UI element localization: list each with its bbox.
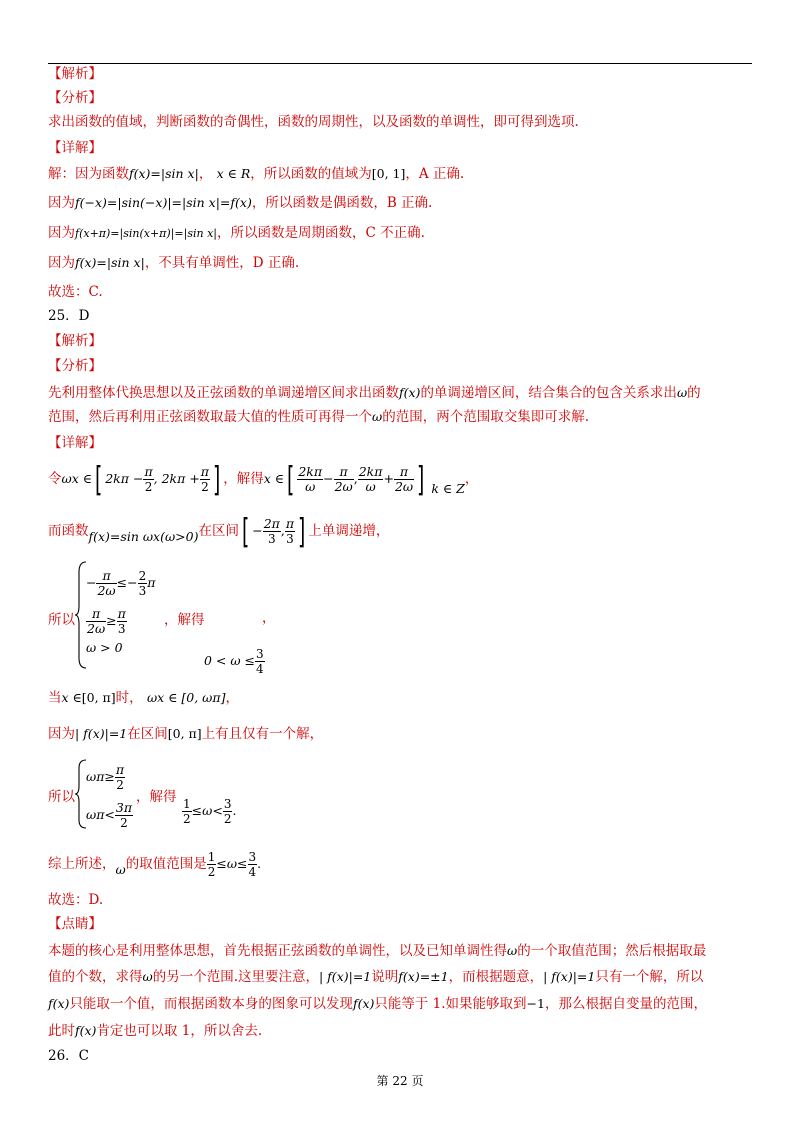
text: 上单调递增， <box>308 523 390 539</box>
text: 而函数 <box>48 523 89 539</box>
text: 的取值范围是 <box>125 856 207 872</box>
page-footer: 第 22 页 <box>376 1074 424 1088</box>
section-fenxi: 【分析】 <box>48 90 102 106</box>
formula: , 2kπ + <box>153 471 200 486</box>
detail-line-2 <box>48 193 432 213</box>
formula: [0, 1] <box>371 166 406 181</box>
remark-line-4: 此时f(x)肯定也可以取 1，所以舍去. <box>48 1023 263 1039</box>
because-line: 因为| f(x)|=1在区间[0, π]上有且仅有一个解， <box>48 726 324 742</box>
text: 先利用整体代换思想以及正弦函数的单调递增区间求出函数 <box>48 385 399 401</box>
section-dianjing: 【点睛】 <box>48 916 102 932</box>
text: ，所以函数的值域为 <box>250 166 372 182</box>
text: 因为 <box>48 255 75 271</box>
text: 因为 <box>48 225 75 241</box>
text: 令 <box>48 471 62 487</box>
fraction: $\frac{\pi}{2}$ <box>200 464 210 494</box>
system-2-row-2: ωπ< $\frac{3\pi}{2}$ <box>86 800 133 830</box>
result-2: $\frac{1}{2}$ ≤ω< $\frac{3}{2}$ . <box>183 797 237 826</box>
text: 范围，然后再利用正弦函数取最大值的性质可再得一个 <box>48 409 372 425</box>
analysis-text: 求出函数的值域，判断函数的奇偶性，函数的周期性，以及函数的单调性，即可得到选项. <box>48 114 579 130</box>
result-1: 0 < ω ≤ $\frac{3}{4}$ <box>204 647 264 676</box>
suoyi-2: 所以 <box>48 789 75 805</box>
text: 解：因为函数 <box>48 166 129 182</box>
question-26-number: 26．C <box>48 1048 90 1064</box>
formula: ω <box>372 409 383 424</box>
bracket: ] <box>298 511 306 552</box>
section-jiexi: 【解析】 <box>48 333 102 349</box>
section-fenxi: 【分析】 <box>48 358 102 374</box>
detail-line-3 <box>48 223 425 244</box>
bracket: [ <box>94 459 103 500</box>
text: 上有且仅有一个解， <box>201 726 324 742</box>
formula: f(x)=sin ωx(ω>0) <box>88 529 199 544</box>
formula: x ∈ R <box>216 166 251 181</box>
text: ，A 正确. <box>405 166 465 182</box>
fraction: $\frac{2k\pi}{\omega}$ <box>358 464 383 494</box>
section-jiexi: 【解析】 <box>48 66 102 82</box>
text: 因为 <box>48 195 75 211</box>
formula: x ∈ <box>263 471 285 486</box>
jiede-text: ，解得 <box>164 612 205 628</box>
remark-line-2: 值的个数，求得ω的另一个范围.这里要注意，| f(x)|=1说明f(x)=±1，而根据题意，| f(x)|=1只有一个解，所以 <box>48 969 704 985</box>
answer-24: 故选：C. <box>48 284 103 300</box>
let-line: 令ωx ∈[ 2kπ − $\frac{\pi}{2}$ , 2kπ + $\frac{\pi}{2}$ ] ，解得x ∈[ $\frac{2k\pi}{\omega}$ − $\frac{\pi}{2\omega}$ , $\frac{2k\pi}{\omega}$ + $\frac{\pi}{2\omega}$ ] k ∈ Z， <box>48 459 479 500</box>
formula: 2kπ − <box>105 471 144 486</box>
summary-line: 综上所述，ω的取值范围是 $\frac{1}{2}$ ≤ω≤ $\frac{3}{4}$ . <box>48 850 262 879</box>
detail-line-1: 解：因为函数f(x)=|sin x|， x ∈ R，所以函数的值域为[0, 1]，A 正确. <box>48 166 465 182</box>
system-1-row-1: − $\frac{\pi}{2\omega}$ ≤− $\frac{2}{3}$ π <box>86 568 156 598</box>
section-xiangjie: 【详解】 <box>48 435 102 451</box>
function-line: 而函数f(x)=sin ωx(ω>0)在区间[ − $\frac{2\pi}{3}$ , $\frac{\pi}{3}$ ] 上单调递增， <box>48 511 390 552</box>
text: 当 <box>48 690 62 706</box>
bracket: ] <box>417 459 425 500</box>
fraction: $\frac{2\pi}{3}$ <box>263 516 280 546</box>
text: ，所以函数是周期函数，C 不正确. <box>217 225 425 241</box>
formula: f(x)=|sin x| <box>75 255 145 270</box>
text: ，不具有单调性，D 正确. <box>144 255 300 271</box>
bracket: [ <box>287 459 295 500</box>
formula: ωx ∈ <box>61 471 92 486</box>
text: ， <box>464 471 479 487</box>
formula: f(x) <box>399 385 421 400</box>
remark-line-3: f(x)只能取一个值，而根据函数本身的图象可以发现f(x)只能等于 1.如果能够取到−1，那么根据自变量的范围， <box>48 996 707 1012</box>
remark-line-1: 本题的核心是利用整体思想，首先根据正弦函数的单调性，以及已知单调性得ω的一个取值范围；然后根据取最 <box>48 943 707 959</box>
answer-25: 故选：D. <box>48 892 104 908</box>
analysis-line-1 <box>48 383 701 403</box>
fraction: $\frac{2k\pi}{\omega}$ <box>298 464 323 494</box>
fraction: $\frac{\pi}{2\omega}$ <box>334 464 353 494</box>
comma: ， <box>262 610 276 626</box>
text: 综上所述， <box>48 856 116 872</box>
jiede-text: ，解得 <box>136 789 177 805</box>
formula: ω <box>676 385 688 400</box>
bracket: ] <box>213 459 221 500</box>
formula: k ∈ Z <box>431 481 465 496</box>
detail-line-4 <box>48 253 299 273</box>
bracket: [ <box>241 511 250 552</box>
question-25-number: 25．D <box>48 308 90 324</box>
text: 时， <box>115 690 143 706</box>
system-2-row-1: ωπ≥ $\frac{\pi}{2}$ <box>86 762 125 792</box>
formula: f(x+π)=|sin(x+π)|=|sin x| <box>75 227 217 240</box>
formula: f(x)=|sin x| <box>129 166 199 181</box>
fraction: $\frac{\pi}{2}$ <box>144 464 153 494</box>
top-rule <box>48 63 752 64</box>
when-line: 当x ∈[0, π]时， ωx ∈ [0, ωπ]， <box>48 690 239 706</box>
text: ，解得 <box>223 471 264 487</box>
section-xiangjie: 【详解】 <box>48 140 102 156</box>
suoyi-1: 所以 <box>48 612 75 628</box>
system-1-row-2: $\frac{\pi}{2\omega}$ ≥ $\frac{\pi}{3}$ <box>87 606 126 636</box>
text: 在区间 <box>127 726 168 742</box>
text: 的范围，两个范围取交集即可求解. <box>382 409 589 425</box>
analysis-line-2 <box>48 407 589 427</box>
system-1-row-3: ω > 0 <box>86 640 123 655</box>
formula: f(−x)=|sin(−x)|=|sin x|=f(x) <box>75 195 252 210</box>
fraction: $\frac{\pi}{3}$ <box>285 516 295 546</box>
text: 在区间 <box>198 523 239 539</box>
text: 的单调递增区间，结合集合的包含关系求出 <box>420 385 677 401</box>
text: ，所以函数是偶函数，B 正确. <box>251 195 433 211</box>
fraction: $\frac{\pi}{2\omega}$ <box>394 464 414 494</box>
text: 因为 <box>48 726 75 742</box>
text: 的 <box>687 385 701 401</box>
